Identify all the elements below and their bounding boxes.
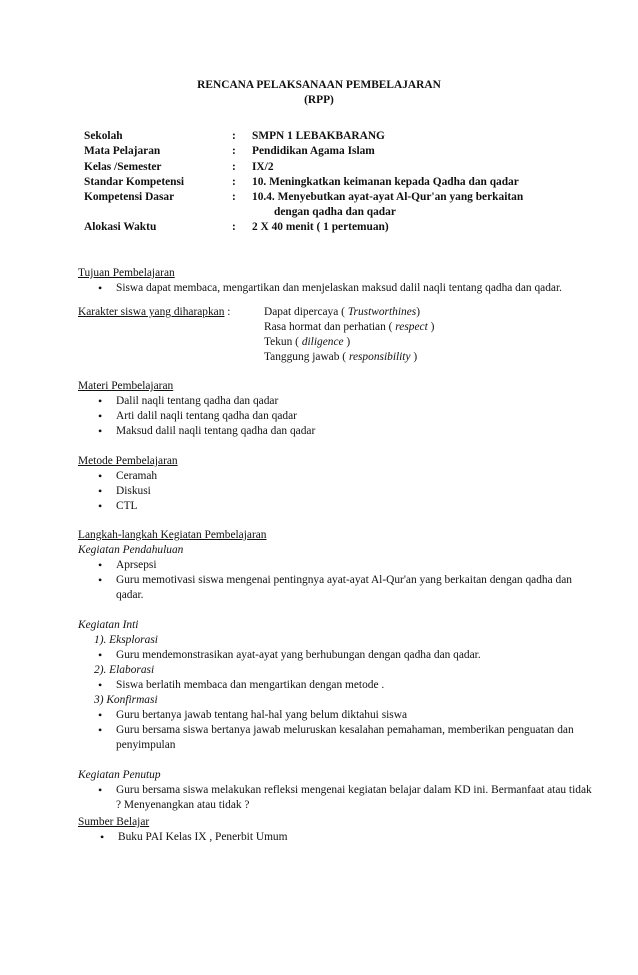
section-heading: Tujuan Pembelajaran [78, 267, 175, 279]
info-value: 2 X 40 menit ( 1 pertemuan) [252, 221, 389, 234]
info-value: SMPN 1 LEBAKBARANG [252, 130, 385, 142]
karakter-label [78, 305, 264, 365]
section-heading: Langkah-langkah Kegiatan Pembelajaran [78, 529, 267, 541]
inti-step-heading: 1). Eksplorasi [94, 634, 158, 646]
info-label: Standar Kompetensi [84, 175, 185, 188]
bullet-list [78, 708, 598, 753]
section-heading: Materi Pembelajaran [78, 380, 174, 392]
info-colon: : [232, 130, 236, 142]
bullet-list [78, 830, 598, 845]
info-row-kd [84, 190, 552, 220]
bullet-list [78, 678, 598, 693]
karakter-item: Rasa hormat dan perhatian ( respect ) [264, 321, 435, 333]
karakter-colon: : [227, 306, 231, 318]
section-langkah [78, 528, 598, 813]
info-row-alokasi [84, 220, 552, 235]
karakter-list [264, 305, 434, 365]
info-colon: : [232, 221, 236, 234]
bullet-list [78, 469, 598, 514]
info-value: IX/2 [252, 160, 274, 173]
info-value [252, 190, 552, 220]
list-item: • Guru memotivasi siswa mengenai pentingnya ayat-ayat Al-Qur'an yang berkaitan dengan qadha dan qadar. [78, 573, 598, 603]
info-row-sekolah [84, 129, 552, 144]
karakter-item: Dapat dipercaya ( Trustworthines) [264, 306, 420, 318]
bullet-list [78, 394, 598, 439]
subsection-heading-inti: Kegiatan Inti [78, 619, 139, 631]
info-row-sk [84, 175, 552, 190]
info-table [84, 129, 552, 235]
section-metode [78, 454, 598, 514]
spacer [78, 753, 598, 768]
karakter-item: Tekun ( diligence ) [264, 336, 351, 348]
info-colon: : [232, 160, 236, 173]
info-value: 10. Meningkatkan keimanan kepada Qadha dan qadar [252, 175, 519, 188]
section-karakter [78, 305, 598, 365]
list-item: • Arti dalil naqli tentang qadha dan qadar [78, 409, 598, 424]
list-item: • Aprsepsi [78, 558, 598, 573]
spacer [78, 603, 598, 618]
section-heading: Karakter siswa yang diharapkan [78, 306, 225, 318]
bullet-list [78, 783, 598, 813]
inti-step-heading: 2). Elaborasi [94, 664, 155, 676]
info-value-cont: dengan qadha dan qadar [274, 206, 396, 219]
karakter-row [78, 305, 598, 365]
document-title: RENCANA PELAKSANAAN PEMBELAJARAN [197, 79, 441, 91]
list-item: • Guru bersama siswa bertanya jawab meluruskan kesalahan pemahaman, memberikan penguatan dan penyimpulan [78, 723, 598, 753]
info-value: Pendidikan Agama Islam [252, 145, 375, 158]
subsection-heading-pendahuluan: Kegiatan Pendahuluan [78, 544, 184, 556]
info-colon: : [232, 175, 236, 188]
bullet-list [78, 281, 598, 296]
info-colon: : [232, 191, 236, 204]
bullet-list [78, 648, 598, 663]
info-row-mapel [84, 144, 552, 159]
list-item: • Guru bersama siswa melakukan refleksi mengenai kegiatan belajar dalam KD ini. Bermanfaat atau tidak ? Menyenangkan atau tidak ? [78, 783, 598, 813]
list-item: • Diskusi [78, 484, 598, 499]
inti-step-heading: 3) Konfirmasi [94, 694, 158, 706]
list-item: • Maksud dalil naqli tentang qadha dan qadar [78, 424, 598, 439]
list-item: • Dalil naqli tentang qadha dan qadar [78, 394, 598, 409]
list-item: • Guru mendemonstrasikan ayat-ayat yang berhubungan dengan qadha dan qadar. [78, 648, 598, 663]
document-subtitle: (RPP) [304, 94, 334, 106]
list-item: • Siswa berlatih membaca dan mengartikan dengan metode . [78, 678, 598, 693]
info-label: Kompetensi Dasar [84, 191, 175, 204]
info-label: Kelas /Semester [84, 160, 162, 173]
section-materi [78, 379, 598, 439]
section-heading: Metode Pembelajaran [78, 455, 178, 467]
list-item: • Ceramah [78, 469, 598, 484]
bullet-list [78, 558, 598, 603]
karakter-item: Tanggung jawab ( responsibility ) [264, 351, 418, 363]
list-item: • Siswa dapat membaca, mengartikan dan menjelaskan maksud dalil naqli tentang qadha dan qadar. [78, 281, 598, 296]
info-value-line: 10.4. Menyebutkan ayat-ayat Al-Qur'an yang berkaitan [252, 191, 524, 204]
info-label: Alokasi Waktu [84, 221, 157, 234]
subsection-heading-penutup: Kegiatan Penutup [78, 769, 161, 781]
info-colon: : [232, 145, 236, 158]
section-heading: Sumber Belajar [78, 816, 150, 828]
info-row-kelas [84, 160, 552, 175]
list-item: • CTL [78, 499, 598, 514]
list-item: • Buku PAI Kelas IX , Penerbit Umum [78, 830, 598, 845]
info-label: Sekolah [84, 130, 123, 142]
info-label: Mata Pelajaran [84, 145, 161, 158]
section-tujuan [78, 266, 598, 296]
section-sumber [78, 815, 598, 845]
list-item: • Guru bertanya jawab tentang hal-hal yang belum diktahui siswa [78, 708, 598, 723]
